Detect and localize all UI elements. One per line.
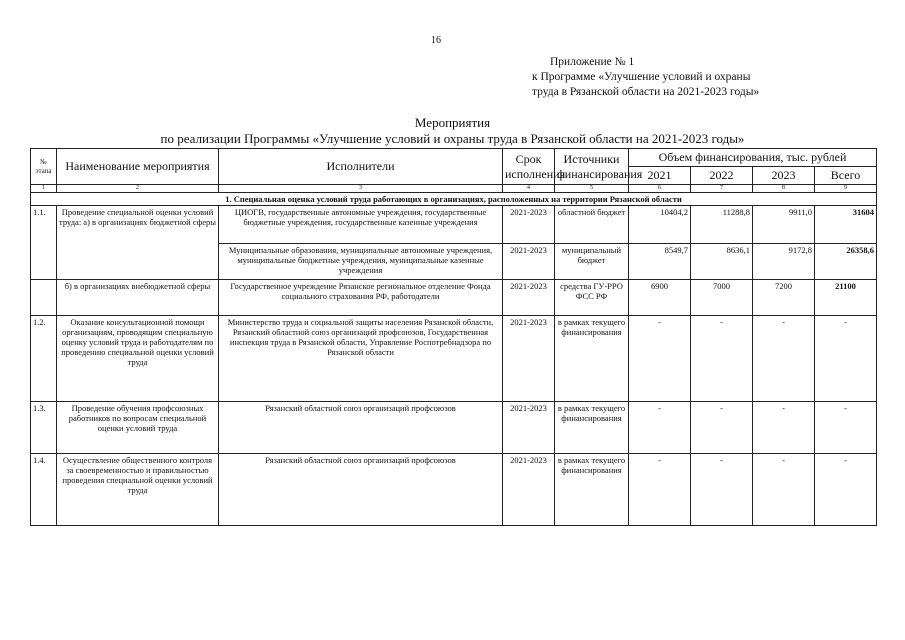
column-index: 1 (31, 185, 57, 193)
column-index-row (31, 185, 877, 193)
table-row (31, 316, 877, 402)
header-year-2021: 2021 (629, 167, 691, 185)
executor: ЦИОГВ, государственные автономные учреждения, государственные бюджетные учреждения, государственные казенные учреждения (219, 206, 503, 244)
column-index: 3 (219, 185, 503, 193)
source: в рамках текущего финансирования (555, 402, 629, 454)
source: в рамках текущего финансирования (555, 316, 629, 402)
appendix-title: Приложение № 1 (550, 56, 635, 68)
header-funding: Объем финансирования, тыс. рублей (629, 149, 877, 167)
measure-name: Оказание консультационной помощи организациям, проводящим специальную оценку условий труда и работодателям по проведению специальной оценки условий труда (57, 316, 219, 402)
amount-2022: 11288,8 (691, 206, 753, 244)
column-index: 9 (815, 185, 877, 193)
amount-2021: - (629, 316, 691, 402)
source: областной бюджет (555, 206, 629, 244)
table-row (31, 402, 877, 454)
amount-total: - (815, 454, 877, 526)
column-index: 8 (753, 185, 815, 193)
source: в рамках текущего финансирования (555, 454, 629, 526)
section-heading: 1. Специальная оценка условий труда работающих в организациях, расположенных на территории Рязанской области (31, 193, 877, 206)
amount-2023: - (753, 454, 815, 526)
header-term: Срок исполнения (503, 149, 555, 185)
measure-name: Проведение обучения профсоюзных работников по вопросам специальной оценки условий труда (57, 402, 219, 454)
header-year-2023: 2023 (753, 167, 815, 185)
amount-2023: - (753, 402, 815, 454)
table-row (31, 454, 877, 526)
row-number: 1.3. (31, 402, 57, 454)
amount-2021: - (629, 454, 691, 526)
row-number: 1.2. (31, 316, 57, 402)
executor: Министерство труда и социальной защиты населения Рязанской области, Рязанский областной союз организаций профсоюзов, Государственная инспекция труда в Рязанской области, Управление Роспотребнадзора по Рязанской области (219, 316, 503, 402)
amount-2023: - (753, 316, 815, 402)
amount-total: 26358,6 (815, 244, 877, 280)
term: 2021-2023 (503, 244, 555, 280)
row-number-empty (31, 280, 57, 316)
column-index: 6 (629, 185, 691, 193)
amount-2022: 7000 (691, 280, 753, 316)
amount-total: 31604 (815, 206, 877, 244)
page-number: 16 (431, 35, 441, 46)
row-number: 1.1. (31, 206, 57, 280)
term: 2021-2023 (503, 454, 555, 526)
amount-2022: - (691, 316, 753, 402)
measure-name: Осуществление общественного контроля за своевременностью и правильностью проведения специальной оценки условий труда (57, 454, 219, 526)
document-subtitle: по реализации Программы «Улучшение условий и охраны труда в Рязанской области на 2021-2023 годы» (160, 131, 745, 146)
header-sources: Источники финансирования (555, 149, 629, 185)
term: 2021-2023 (503, 280, 555, 316)
row-number: 1.4. (31, 454, 57, 526)
header-year-2022: 2022 (691, 167, 753, 185)
executor: Рязанский областной союз организаций профсоюзов (219, 454, 503, 526)
table-row (31, 280, 877, 316)
amount-2021: 6900 (629, 280, 691, 316)
term: 2021-2023 (503, 316, 555, 402)
source: средства ГУ-РРО ФСС РФ (555, 280, 629, 316)
column-index: 2 (57, 185, 219, 193)
amount-2022: - (691, 454, 753, 526)
appendix-header (532, 55, 862, 100)
amount-2021: 8549,7 (629, 244, 691, 280)
executor: Рязанский областной союз организаций профсоюзов (219, 402, 503, 454)
header-executors: Исполнители (219, 149, 503, 185)
executor: Государственное учреждение Рязанское региональное отделение Фонда социального страхования РФ, работодатели (219, 280, 503, 316)
executor: Муниципальные образования, муниципальные автономные учреждения, муниципальные бюджетные учреждения, муниципальные казенные учреждения (219, 244, 503, 280)
amount-2022: 8636,1 (691, 244, 753, 280)
header-name: Наименование мероприятия (57, 149, 219, 185)
measure-name: Проведение специальной оценки условий труда: а) в организациях бюджетной сферы (57, 206, 219, 280)
amount-2023: 9911,0 (753, 206, 815, 244)
column-index: 5 (555, 185, 629, 193)
amount-2022: - (691, 402, 753, 454)
measure-name: б) в организациях внебюджетной сферы (57, 280, 219, 316)
document-title: Мероприятия (414, 115, 491, 130)
appendix-line: труда в Рязанской области на 2021-2023 годы» (532, 86, 760, 98)
amount-2023: 7200 (753, 280, 815, 316)
appendix-line: к Программе «Улучшение условий и охраны (532, 71, 751, 83)
amount-total: - (815, 402, 877, 454)
term: 2021-2023 (503, 402, 555, 454)
measures-table (30, 148, 877, 526)
term: 2021-2023 (503, 206, 555, 244)
amount-2023: 9172,8 (753, 244, 815, 280)
column-index: 7 (691, 185, 753, 193)
amount-total: 21100 (815, 280, 877, 316)
amount-total: - (815, 316, 877, 402)
amount-2021: 10404,2 (629, 206, 691, 244)
table-row (31, 206, 877, 244)
column-index: 4 (503, 185, 555, 193)
header-num: № этапа (31, 149, 57, 185)
header-total: Всего (815, 167, 877, 185)
source: муниципальный бюджет (555, 244, 629, 280)
amount-2021: - (629, 402, 691, 454)
